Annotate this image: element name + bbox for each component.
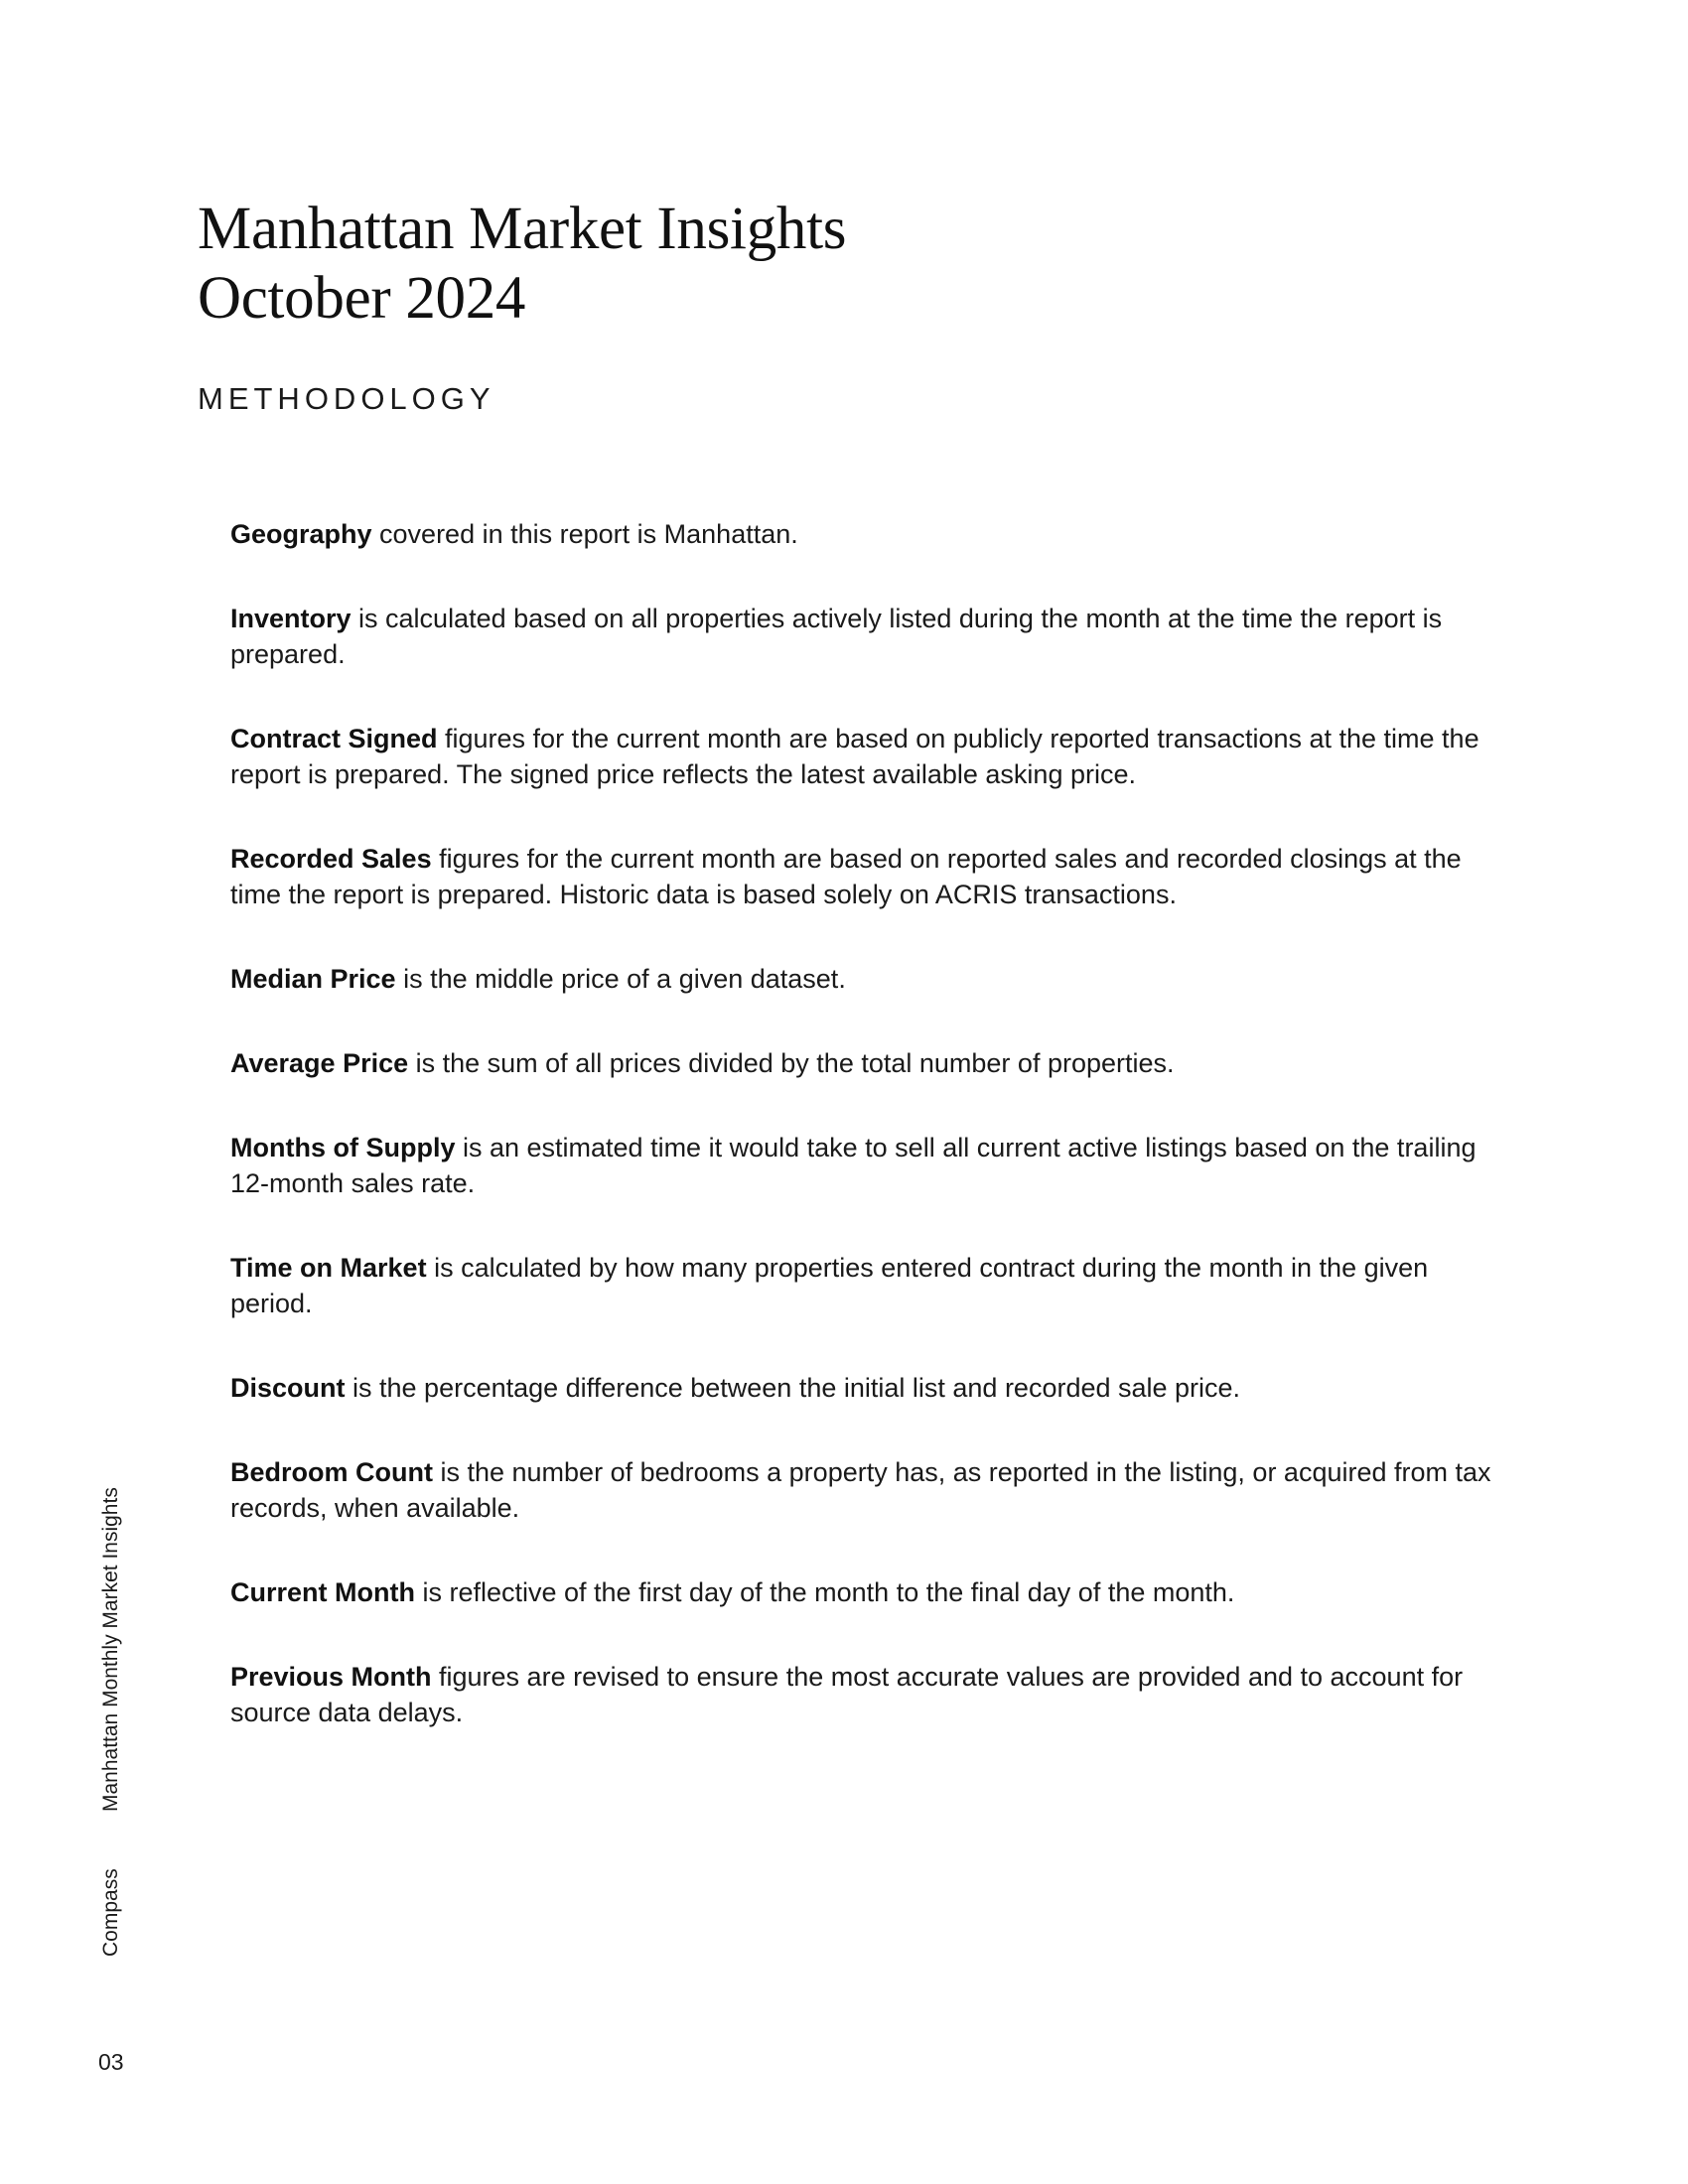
definition-average-price: [230, 1045, 1491, 1081]
definition-term: Inventory: [230, 604, 352, 633]
definition-median-price: [230, 961, 1491, 997]
definition-term: Median Price: [230, 964, 396, 994]
definition-text: is the sum of all prices divided by the total number of properties.: [408, 1048, 1175, 1078]
definition-text: is the middle price of a given dataset.: [395, 964, 846, 994]
definition-geography: [230, 516, 1491, 552]
definition-recorded-sales: [230, 841, 1491, 912]
definition-term: Bedroom Count: [230, 1457, 433, 1487]
definition-time-on-market: [230, 1250, 1491, 1321]
definition-text: is the percentage difference between the initial list and recorded sale price.: [345, 1373, 1241, 1403]
definition-term: Previous Month: [230, 1662, 432, 1692]
definition-term: Geography: [230, 519, 372, 549]
definition-text: covered in this report is Manhattan.: [371, 519, 798, 549]
definition-term: Discount: [230, 1373, 346, 1403]
definition-term: Months of Supply: [230, 1133, 456, 1162]
definition-months-of-supply: [230, 1130, 1491, 1201]
definition-text: figures are revised to ensure the most accurate values are provided and to account for source data delays.: [230, 1662, 1464, 1727]
definition-text: is calculated based on all properties actively listed during the month at the time the report is prepared.: [230, 604, 1443, 669]
section-heading: METHODOLOGY: [198, 381, 495, 416]
definition-discount: [230, 1370, 1491, 1406]
definition-text: is the number of bedrooms a property has, as reported in the listing, or acquired from tax records, when available.: [230, 1457, 1491, 1523]
page-title: [198, 195, 846, 334]
definition-inventory: [230, 601, 1491, 672]
definition-current-month: [230, 1574, 1491, 1610]
definition-bedroom-count: [230, 1454, 1491, 1526]
definition-text: figures for the current month are based on publicly reported transactions at the time the report is prepared. The signed price reflects the latest available asking price.: [230, 724, 1479, 789]
definition-term: Recorded Sales: [230, 844, 432, 874]
definition-term: Current Month: [230, 1577, 415, 1607]
definition-contract-signed: [230, 721, 1491, 792]
definition-term: Contract Signed: [230, 724, 438, 753]
report-name-label: Manhattan Monthly Market Insights: [99, 1487, 122, 1812]
definition-text: is reflective of the first day of the month to the final day of the month.: [414, 1577, 1235, 1607]
page-number: 03: [98, 2049, 124, 2075]
definition-term: Time on Market: [230, 1253, 427, 1283]
brand-label: Compass: [99, 1868, 122, 1957]
definition-text: figures for the current month are based on reported sales and recorded closings at the time the report is prepared. Historic data is based solely on ACRIS transactions.: [230, 844, 1462, 909]
title-line-2: October 2024: [198, 265, 526, 332]
definition-text: is an estimated time it would take to sell all current active listings based on the trailing 12-month sales rate.: [230, 1133, 1477, 1198]
title-line-1: Manhattan Market Insights: [198, 196, 847, 262]
definition-text: is calculated by how many properties entered contract during the month in the given period.: [230, 1253, 1429, 1318]
definitions-list: [230, 516, 1491, 1779]
definition-previous-month: [230, 1659, 1491, 1730]
definition-term: Average Price: [230, 1048, 409, 1078]
